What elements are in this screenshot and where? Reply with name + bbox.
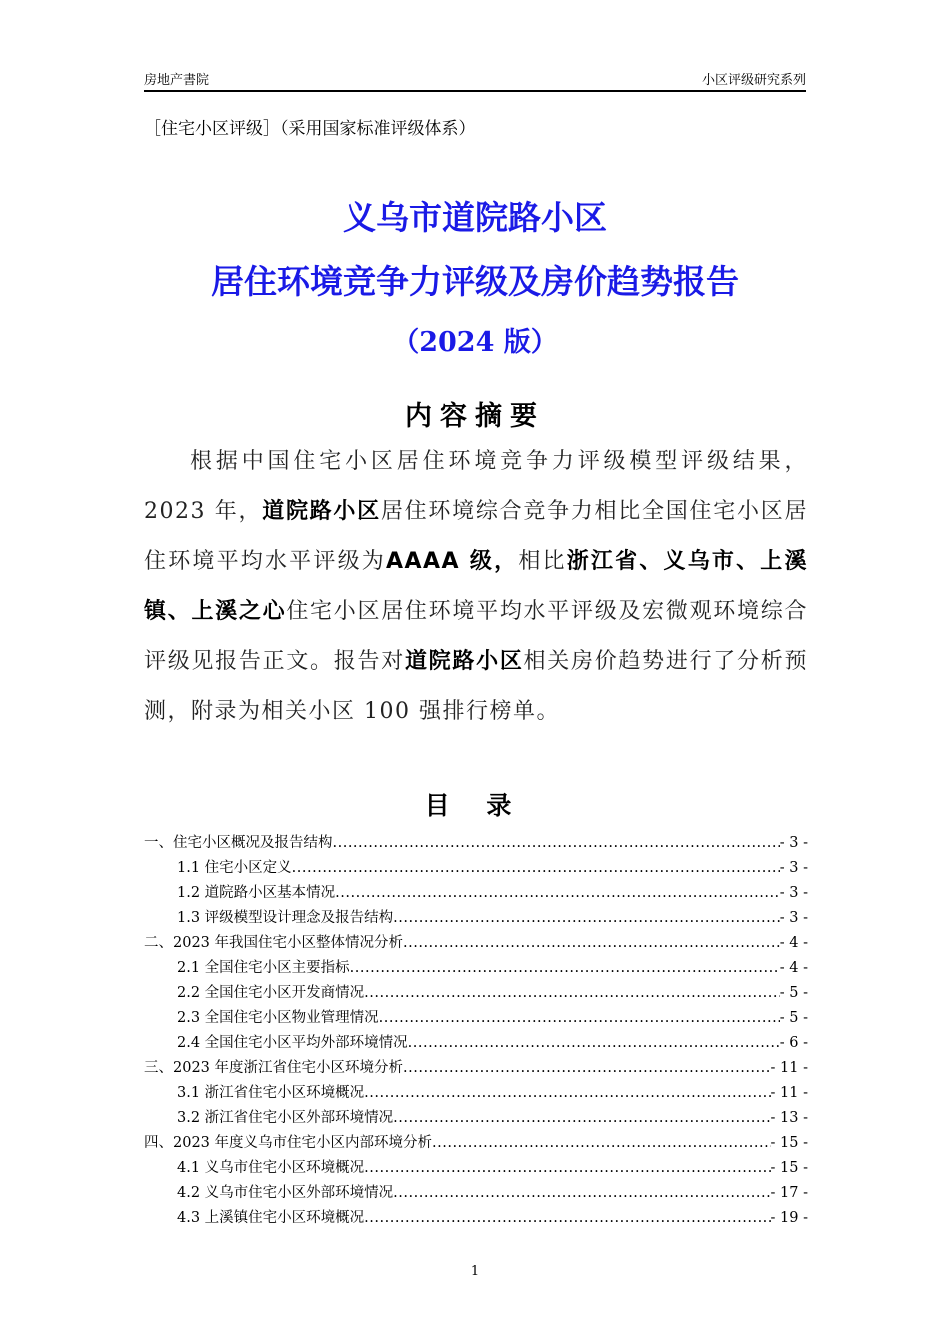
toc-entry-page: - 3 - [779, 910, 808, 926]
toc-entry-page: - 6 - [779, 1035, 808, 1051]
abstract-highlight: 道院路小区 [262, 499, 381, 524]
toc-dot-leader [364, 1206, 770, 1231]
toc-dot-leader [364, 981, 780, 1006]
toc-entry[interactable] [144, 831, 808, 856]
toc-entry[interactable] [144, 981, 808, 1006]
toc-entry-page: - 5 - [779, 985, 808, 1001]
toc-entry[interactable] [144, 1131, 808, 1156]
toc-entry-label: 4.3 上溪镇住宅小区环境概况 [177, 1210, 365, 1226]
toc-entry-label: 1.3 评级模型设计理念及报告结构 [177, 910, 394, 926]
toc-entry-page: - 3 - [779, 860, 808, 876]
toc-entry[interactable] [144, 956, 808, 981]
toc-entry[interactable] [144, 1106, 808, 1131]
toc-entry-page: - 13 - [770, 1110, 808, 1126]
abstract-text: 住宅小区居住环境平均水平评级及宏微观环境综合评级见报告正文。报告对 [144, 599, 808, 674]
toc-dot-leader [333, 831, 780, 856]
toc-dot-leader [408, 1031, 780, 1056]
toc-dot-leader [335, 881, 780, 906]
header-series: 小区评级研究系列 [701, 73, 806, 88]
toc-entry[interactable] [144, 1006, 808, 1031]
abstract-highlight: 道院路小区 [404, 649, 524, 674]
toc-dot-leader [432, 1131, 771, 1156]
report-series-label: ［住宅小区评级］（采用国家标准评级体系） [144, 119, 476, 139]
toc-entry-page: - 19 - [770, 1210, 808, 1226]
toc-entry-label: 2.3 全国住宅小区物业管理情况 [177, 1010, 379, 1026]
toc-entry-page: - 4 - [779, 935, 808, 951]
toc-entry[interactable] [144, 1056, 808, 1081]
toc-entry-label: 四、2023 年度义乌市住宅小区内部环境分析 [144, 1135, 433, 1151]
abstract-heading: 内容摘要 [405, 401, 545, 432]
toc-dot-leader [292, 856, 780, 881]
abstract-text: 相比 [518, 549, 567, 574]
toc-dot-leader [393, 906, 780, 931]
toc-entry-label: 1.2 道院路小区基本情况 [177, 885, 336, 901]
toc-entry-label: 2.2 全国住宅小区开发商情况 [177, 985, 365, 1001]
toc-entry-label: 2.1 全国住宅小区主要指标 [177, 960, 350, 976]
toc-entry[interactable] [144, 1031, 808, 1056]
toc-entry-label: 3.2 浙江省住宅小区外部环境情况 [177, 1110, 394, 1126]
toc-entry-page: - 4 - [779, 960, 808, 976]
toc-entry[interactable] [144, 1156, 808, 1181]
toc-entry-label: 二、2023 年我国住宅小区整体情况分析 [144, 935, 404, 951]
abstract-paragraph [144, 437, 808, 737]
page-header [144, 68, 806, 92]
page-number: 1 [470, 1264, 480, 1279]
toc-dot-leader [393, 1106, 770, 1131]
table-of-contents [144, 831, 808, 1231]
toc-entry[interactable] [144, 1181, 808, 1206]
toc-entry-label: 4.2 义乌市住宅小区外部环境情况 [177, 1185, 394, 1201]
abstract-highlight: AAAA 级， [385, 549, 519, 574]
toc-dot-leader [393, 1181, 770, 1206]
toc-entry[interactable] [144, 906, 808, 931]
report-title-line2: 居住环境竞争力评级及房价趋势报告 [211, 262, 739, 301]
toc-entry[interactable] [144, 1081, 808, 1106]
toc-entry-page: - 5 - [779, 1010, 808, 1026]
report-title-line1: 义乌市道院路小区 [343, 198, 607, 237]
toc-dot-leader [364, 1081, 770, 1106]
toc-entry-page: - 11 - [770, 1085, 808, 1101]
toc-dot-leader [379, 1006, 780, 1031]
toc-entry[interactable] [144, 931, 808, 956]
toc-entry-label: 1.1 住宅小区定义 [177, 860, 292, 876]
toc-entry-label: 3.1 浙江省住宅小区环境概况 [177, 1085, 365, 1101]
header-publisher: 房地产書院 [144, 73, 210, 88]
toc-dot-leader [350, 956, 780, 981]
toc-entry[interactable] [144, 856, 808, 881]
toc-entry[interactable] [144, 1206, 808, 1231]
toc-entry-label: 三、2023 年度浙江省住宅小区环境分析 [144, 1060, 404, 1076]
toc-heading: 目 录 [424, 791, 526, 820]
abstract-text: 相关房价趋势进行了分析预测，附录为相关小区 100 强排行榜单。 [144, 649, 808, 724]
abstract-highlight: 浙江省、义乌市、上溪镇、上溪之心 [144, 549, 808, 624]
toc-entry[interactable] [144, 881, 808, 906]
toc-entry-page: - 11 - [770, 1060, 808, 1076]
toc-entry-label: 一、住宅小区概况及报告结构 [144, 835, 333, 851]
toc-entry-label: 2.4 全国住宅小区平均外部环境情况 [177, 1035, 408, 1051]
toc-dot-leader [364, 1156, 770, 1181]
toc-entry-page: - 17 - [770, 1185, 808, 1201]
toc-entry-page: - 3 - [779, 885, 808, 901]
toc-entry-label: 4.1 义乌市住宅小区环境概况 [177, 1160, 365, 1176]
toc-entry-page: - 15 - [770, 1160, 808, 1176]
report-edition: （2024 版） [392, 327, 558, 358]
abstract-text: 根据中国住宅小区居住环境竞争力评级模型评级结果，2023 年， [144, 449, 808, 524]
toc-entry-page: - 15 - [770, 1135, 808, 1151]
toc-dot-leader [403, 931, 780, 956]
toc-dot-leader [403, 1056, 771, 1081]
abstract-text: 居住环境综合竞争力相比全国住宅小区居住环境平均水平评级为 [144, 499, 808, 574]
toc-entry-page: - 3 - [779, 835, 808, 851]
